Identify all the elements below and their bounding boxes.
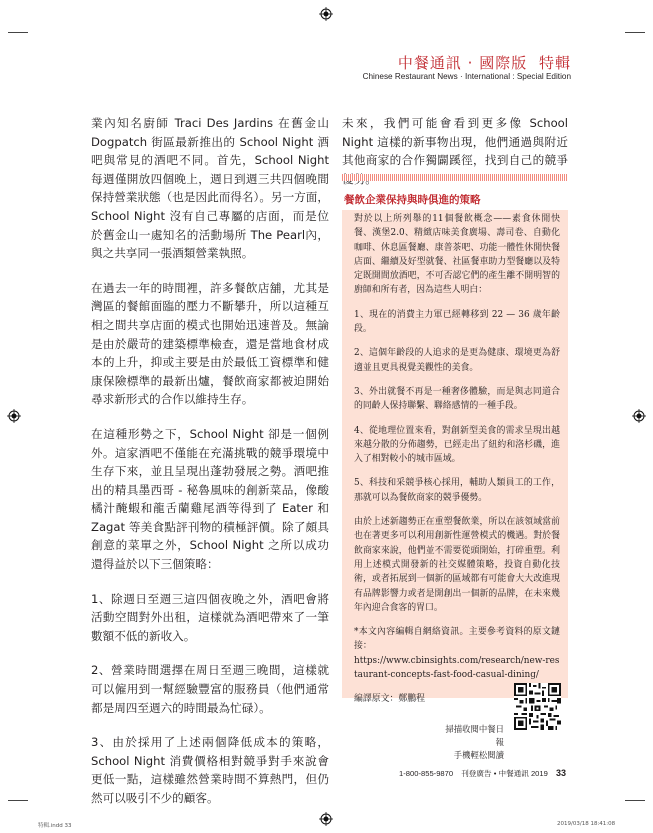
qr-caption-line: 掃描收閱中餐日報 xyxy=(445,724,504,747)
crop-mark xyxy=(625,32,645,33)
body-paragraph: 在過去一年的時間裡，許多餐飲店舖，尤其是灣區的餐館面臨的壓力不斷攀升，所以這種互相之間共享店面的模式也開始迅速普及。無論是由於嚴苛的建築標準檢查，還是當地食材成本的上升，抑或主要是由於最低工資標準和健康保險標準的最新出爐，餐飲商家都被迫開始尋求新形式的合作以維持生存。 xyxy=(91,280,329,407)
header-title-english: Chinese Restaurant News · International : Special Edition xyxy=(362,72,571,81)
crop-mark xyxy=(8,800,28,801)
registration-mark-left-icon xyxy=(7,409,21,423)
source-note-text: *本文內容編輯自網絡資訊。主要參考資料的原文鏈接： xyxy=(354,627,560,652)
strategy-item: 1、除週日至週三這四個夜晚之外，酒吧會將活動空間對外出租，這樣就為酒吧帶來了一筆數額不低的新收入。 xyxy=(91,591,329,643)
sidebar-list-item: 2、這個年齡段的人追求的是更為健康、環境更為舒適並且更具視覺美觀性的美食。 xyxy=(354,348,560,373)
sidebar-paragraph: 對於以上所列舉的11個餐飲概念——素食休閒快餐、漢堡2.0、精緻店味美食廣場、壽司卷、自動化咖啡、休息區餐廳、康普茶吧、功能一體性休閒快餐店面、繼續及好型就餐、社區餐車助力型餐廳以及特定既開間放酒吧，不可否認它們的產生離不開明智的廚師和所有者，因為這些人明白： xyxy=(354,214,560,296)
qr-caption-line: 手機輕松閱讀 xyxy=(453,750,504,760)
source-link[interactable]: https://www.cbinsights.com/research/new-restaurant-concepts-fast-food-casual-dining/ xyxy=(354,655,560,681)
header-title-main: 中餐通訊 · 國際版 xyxy=(397,54,528,72)
crop-mark xyxy=(8,32,28,33)
sidebar-box-content xyxy=(354,212,560,717)
crop-mark xyxy=(625,800,645,801)
qr-caption xyxy=(442,723,504,762)
qr-code-icon xyxy=(514,683,561,730)
section-header xyxy=(398,52,571,73)
print-slug-file: 特輯.indd 33 xyxy=(38,823,72,829)
sidebar-list-item: 1、現在的消費主力軍已經轉移到 22 — 36 歲年齡段。 xyxy=(354,309,560,335)
left-column xyxy=(91,114,329,824)
strategy-item: 3、由於採用了上述兩個降低成本的策略，School Night 消費價格相對競爭對手來說會更低一點，這樣雖然營業時間不算熱門，但仍然可以吸引不少的顧客。 xyxy=(91,735,329,805)
intro-paragraph: 未來，我們可能會看到更多像 School Night 這樣的新事物出現，他們通過與附近其他商家的合作獨闢蹊徑，找到自己的競爭 xyxy=(342,116,568,168)
footer-label: 刊登廣告 • 中餐通訊 2019 xyxy=(461,769,548,778)
sidebar-list-item: 5、科技和采競爭核心採用，輔助人類員工的工作，那就可以為餐飲商家的競爭優勢。 xyxy=(354,478,560,503)
translator-credit: 編譯原文：鄭鵬程 xyxy=(354,694,425,705)
registration-mark-right-icon xyxy=(632,409,646,423)
body-paragraph: 在這種形勢之下，School Night 卻是一個例外。這家酒吧不僅能在充滿挑戰的競爭環境中生存下來，並且呈現出蓬勃發展之勢。酒吧推出的精具墨西哥 - 秘魯風味的創新菜品，像酸橘汁醃蝦和龍舌蘭雞尾酒等得到了 Eater 和 Zagat 等美食點評刊物的積極評價。除了頗具創意的菜單之外，School Night 之所以成功還得益於以下三個策略： xyxy=(91,426,329,572)
section-divider xyxy=(342,174,568,181)
sidebar-list-item: 3、外出就餐不再是一種奢侈體驗，而是與志同道合的同齡人保持聯繫、聯絡感情的一種手段。 xyxy=(354,386,560,412)
registration-mark-top-icon xyxy=(319,7,333,21)
body-paragraph: 業內知名廚師 Traci Des Jardins 在舊金山 Dogpatch 街區最新推出的 School Night 酒吧與常見的酒吧不同。首先，School Night 每週僅開放四個晚上，週日到週三共四個晚間保持營業狀態（也是因此而得名）。另一方面，School Night 沒有自己專屬的店面，而是位於舊金山一處知名的活動場所 The Pearl內，與之共享同一張酒類營業執照。 xyxy=(91,116,329,261)
print-slug-timestamp: 2019/03/18 18:41:08 xyxy=(557,821,616,827)
source-note xyxy=(354,625,560,682)
sidebar-list-item: 4、從地理位置來看，對創新型美食的需求呈現出越來越分散的分佈趨勢，已經走出了紐約和洛杉磯，進入了相對較小的城市區域。 xyxy=(354,425,560,465)
footer-phone: 1-800-855-9870 xyxy=(399,769,454,778)
strategy-item: 2、營業時間選擇在周日至週三晚間，這樣就可以僱用到一幫經驗豐富的服務員（他們通常都是周四至週六的時間最為忙碌）。 xyxy=(91,663,329,715)
header-title-sub: 特輯 xyxy=(538,54,571,72)
page-footer xyxy=(399,768,566,779)
page-number: 33 xyxy=(555,768,566,778)
section-title: 餐飲企業保持與時俱進的策略 xyxy=(344,194,481,206)
sidebar-paragraph: 由於上述新趨勢正在重塑餐飲業，所以在該領域當前也在著更多可以利用創新性運營模式的機遇。對於餐飲商家來說，他們並不需要從頭開始，打碎重塑。利用上述模式開發新的社交媒體策略，投資自動化技術，或者拓展到一個新的區域都有可能會大大改進現有品牌影響力或者是開創出一個新的品牌，在未來幾年內迎合食客的胃口。 xyxy=(354,517,560,613)
